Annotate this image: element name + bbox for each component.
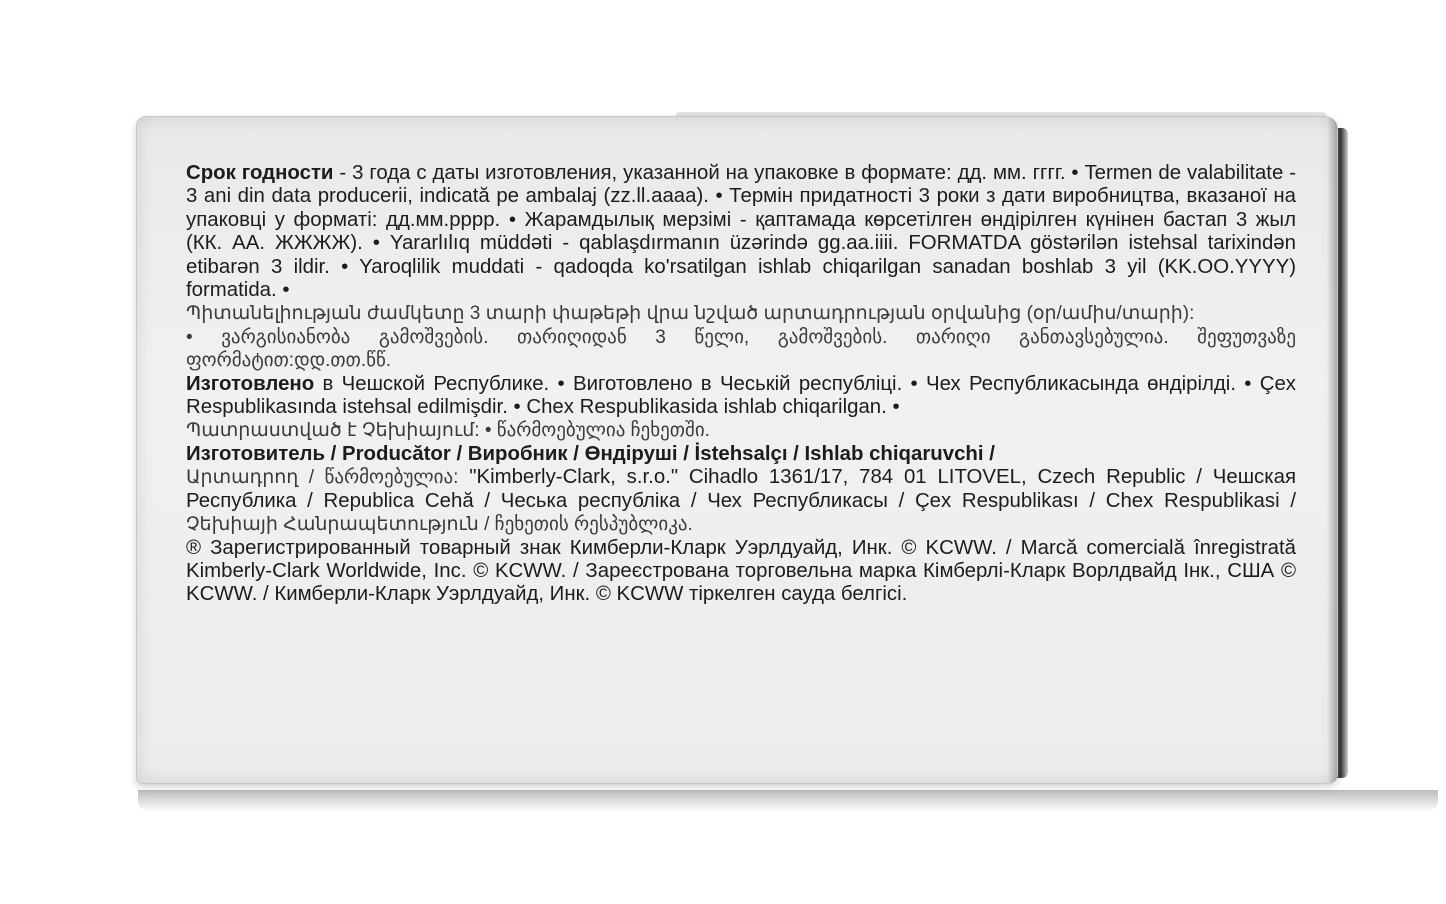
shelf-life-armenian: Պիտանելիության ժամկետը 3 տարի փաթեթի վրա նշված արտադրության օրվանից (օր/ամիս/տարի): [186,303,1195,325]
made-in-text: в Чешской Республике. • Виготовлено в Чеській республіці. • Чех Республикасында өндірілді. • Çex Respublikasında istehsal edilmişdir. • Chex Respublikasida ishlab chiqarilgan. • [186,372,1296,419]
manufacturer-tail: Չեխիայի Հանրապետություն / ჩეხეთის რესპუბლიკა. [186,514,693,536]
shelf-life-heading: Срок годности [186,162,334,184]
manufacturer-text: "Kimberly-Clark, s.r.o." Cihadlo 1361/17, 784 01 LITOVEL, Czech Republic / Чешская Республика / Republica Cehă / Чеська республіка / Чех Республикасы / Çex Respublikası / Chex Respublikasi / [186,466,1296,512]
made-in-heading: Изготовлено [186,372,315,395]
package-edge-shade [1327,117,1337,783]
label-text-block [186,162,1296,607]
shelf-life-text: - 3 года с даты изготовления, указанной на упаковке в формате: дд. мм. гггг. • Termen de valabilitate - 3 ani din data producerii, indicată pe ambalaj (zz.ll.aaaa). • Термін придатності 3 роки з дати виробництва, вказаної на упаковці у форматі: дд.мм.рррр. • Жарамдылық мерзімі - қаптамада көрсетілген өндірілген күнінен бастап 3 жыл (КК. АА. ЖЖЖЖ). • Yararlılıq müddəti - qablaşdırmanın üzərində gg.aa.iiii. FORMATDA göstərilən istehsal tarixindən etibarən 3 ildir. • Yaroqlilik muddati - qadoqda ko'rsatilgan ishlab chiqarilgan sanadan boshlab 3 yil (KK.OO.YYYY) formatida. • [186,162,1297,302]
manufacturer-paragraph [186,466,1296,536]
manufacturer-heading [186,443,1296,466]
manufacturer-lead: Արտադրող / წარმოებულია: [186,467,459,489]
package-shadow [138,790,1438,812]
shelf-life-georgian: • ვარგისიანობა გამოშვების. თარიღიდან 3 წელი, გამოშვების. თარიღი განთავსებულია. შეფუთვაზე ფორმატით:დდ.თთ.წწ. [186,326,1296,372]
made-in-paragraph [186,373,1296,420]
manufacturer-heading-text: Изготовитель / Producător / Виробник / Өндіруші / İstehsalçı / Ishlab chiqaruvchi / [186,442,995,465]
trademark-paragraph: ® Зарегистрированный товарный знак Кимберли-Кларк Уэрлдуайд, Инк. © KCWW. / Marcă comercială înregistrată Kimberly-Clark Worldwide, Inc. © KCWW. / Зареєстрована торговельна марка Кімберлі-Кларк Ворлдвайд Інк., США © KCWW. / Кимберли-Кларк Уэрлдуайд, Инк. © KCWW тіркелген сауда белгісі. [186,536,1296,606]
shelf-life-paragraph [186,162,1296,302]
made-in-armenian-georgian: Պատրաստված է Չեխիայում: • წარმოებულია ჩეხეთში. [186,420,710,442]
